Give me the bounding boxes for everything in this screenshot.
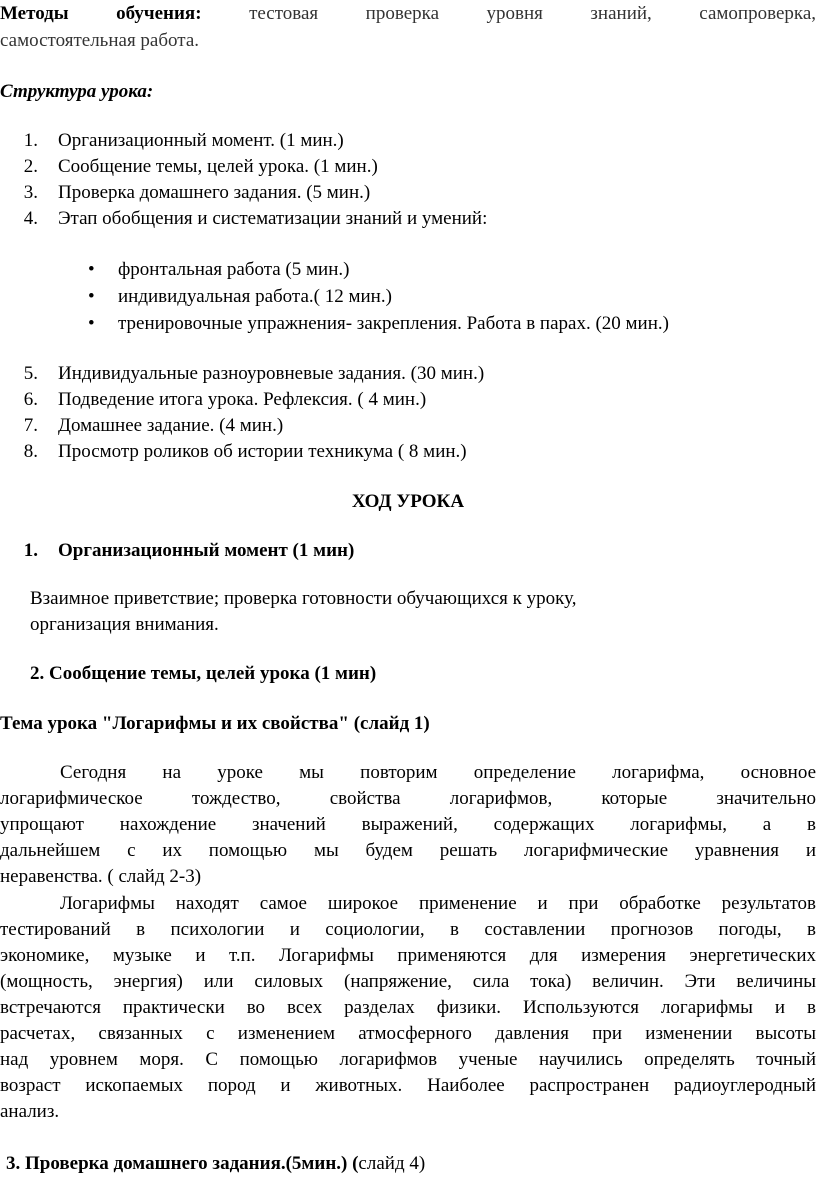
paragraph-line: расчетах, связанных с изменением атмосферного давления при изменении высоты bbox=[0, 1023, 816, 1044]
paragraph-line: Логарифмы находят самое широкое применение и при обработке результатов bbox=[60, 893, 816, 914]
paragraph-line: неравенства. ( слайд 2-3) bbox=[0, 866, 202, 887]
paragraph-line: над уровнем моря. С помощью логарифмов ученые научились определять точный bbox=[0, 1049, 816, 1070]
list-item-text: Сообщение темы, целей урока. (1 мин.) bbox=[58, 156, 378, 177]
methods-text: тестовая проверка уровня знаний, самопроверка, bbox=[249, 3, 816, 24]
methods-label: Методы обучения: bbox=[0, 3, 202, 24]
paragraph-line: логарифмическое тождество, свойства логарифмов, которые значительно bbox=[0, 788, 816, 809]
list-item-text: Индивидуальные разноуровневые задания. (30 мин.) bbox=[58, 363, 485, 384]
section-3-text: 3. Проверка домашнего задания.(5мин.) ( bbox=[6, 1153, 359, 1174]
section-2-title: 2. Сообщение темы, целей урока (1 мин) bbox=[30, 663, 377, 684]
list-item-number: 7. bbox=[23, 415, 38, 436]
list-item-text: Домашнее задание. (4 мин.) bbox=[58, 415, 284, 436]
paragraph-line: возраст ископаемых пород и животных. Наиболее распространен радиоуглеродный bbox=[0, 1075, 816, 1096]
list-item-number: 6. bbox=[23, 389, 38, 410]
bullet-text: тренировочные упражнения- закрепления. Работа в парах. (20 мин.) bbox=[118, 313, 669, 334]
bullet-text: фронтальная работа (5 мин.) bbox=[118, 259, 350, 280]
list-item-text: Просмотр роликов об истории техникума ( 8 мин.) bbox=[58, 441, 467, 462]
list-item-number: 4. bbox=[23, 208, 38, 229]
greeting-text: Взаимное приветствие; проверка готовности обучающихся к уроку, bbox=[30, 588, 577, 609]
bullet-mark: • bbox=[88, 259, 95, 280]
paragraph-line: экономике, музыке и т.п. Логарифмы применяются для измерения энергетических bbox=[0, 945, 816, 966]
paragraph-line: дальнейшем с их помощью мы будем решать логарифмические уравнения и bbox=[0, 840, 816, 861]
paragraph-line: (мощность, энергия) или силовых (напряжение, сила тока) величин. Эти величины bbox=[0, 971, 816, 992]
course-heading: ХОД УРОКА bbox=[351, 491, 465, 512]
list-item-number: 8. bbox=[23, 441, 38, 462]
paragraph-line: тестирований в психологии и социологии, в составлении прогнозов погоды, в bbox=[0, 919, 816, 940]
list-item-text: Этап обобщения и систематизации знаний и умений: bbox=[58, 208, 488, 229]
bullet-mark: • bbox=[88, 286, 95, 307]
list-item-number: 2. bbox=[23, 156, 38, 177]
lesson-topic: Тема урока "Логарифмы и их свойства" (слайд 1) bbox=[0, 713, 430, 734]
bullet-mark: • bbox=[88, 313, 95, 334]
section-3-slide: слайд 4) bbox=[358, 1153, 426, 1174]
methods-line bbox=[0, 1, 816, 27]
list-item-text: Проверка домашнего задания. (5 мин.) bbox=[58, 182, 371, 203]
list-item-number: 1. bbox=[23, 130, 38, 151]
greeting-text-cont: организация внимания. bbox=[30, 614, 219, 635]
section-1-number: 1. bbox=[23, 540, 38, 561]
list-item-number: 5. bbox=[23, 363, 38, 384]
bullet-text: индивидуальная работа.( 12 мин.) bbox=[118, 286, 392, 307]
list-item-text: Организационный момент. (1 мин.) bbox=[58, 130, 344, 151]
list-item-number: 3. bbox=[23, 182, 38, 203]
section-3-title bbox=[6, 1151, 425, 1177]
structure-title: Структура урока: bbox=[0, 81, 154, 102]
paragraph-line: анализ. bbox=[0, 1101, 60, 1122]
paragraph-line: Сегодня на уроке мы повторим определение логарифма, основное bbox=[60, 762, 816, 783]
methods-text-cont: самостоятельная работа. bbox=[0, 30, 199, 51]
section-1-text: Организационный момент (1 мин) bbox=[58, 540, 355, 561]
paragraph-line: упрощают нахождение значений выражений, содержащих логарифмы, а в bbox=[0, 814, 816, 835]
paragraph-line: встречаются практически во всех разделах физики. Используются логарифмы и в bbox=[0, 997, 816, 1018]
list-item-text: Подведение итога урока. Рефлексия. ( 4 мин.) bbox=[58, 389, 427, 410]
